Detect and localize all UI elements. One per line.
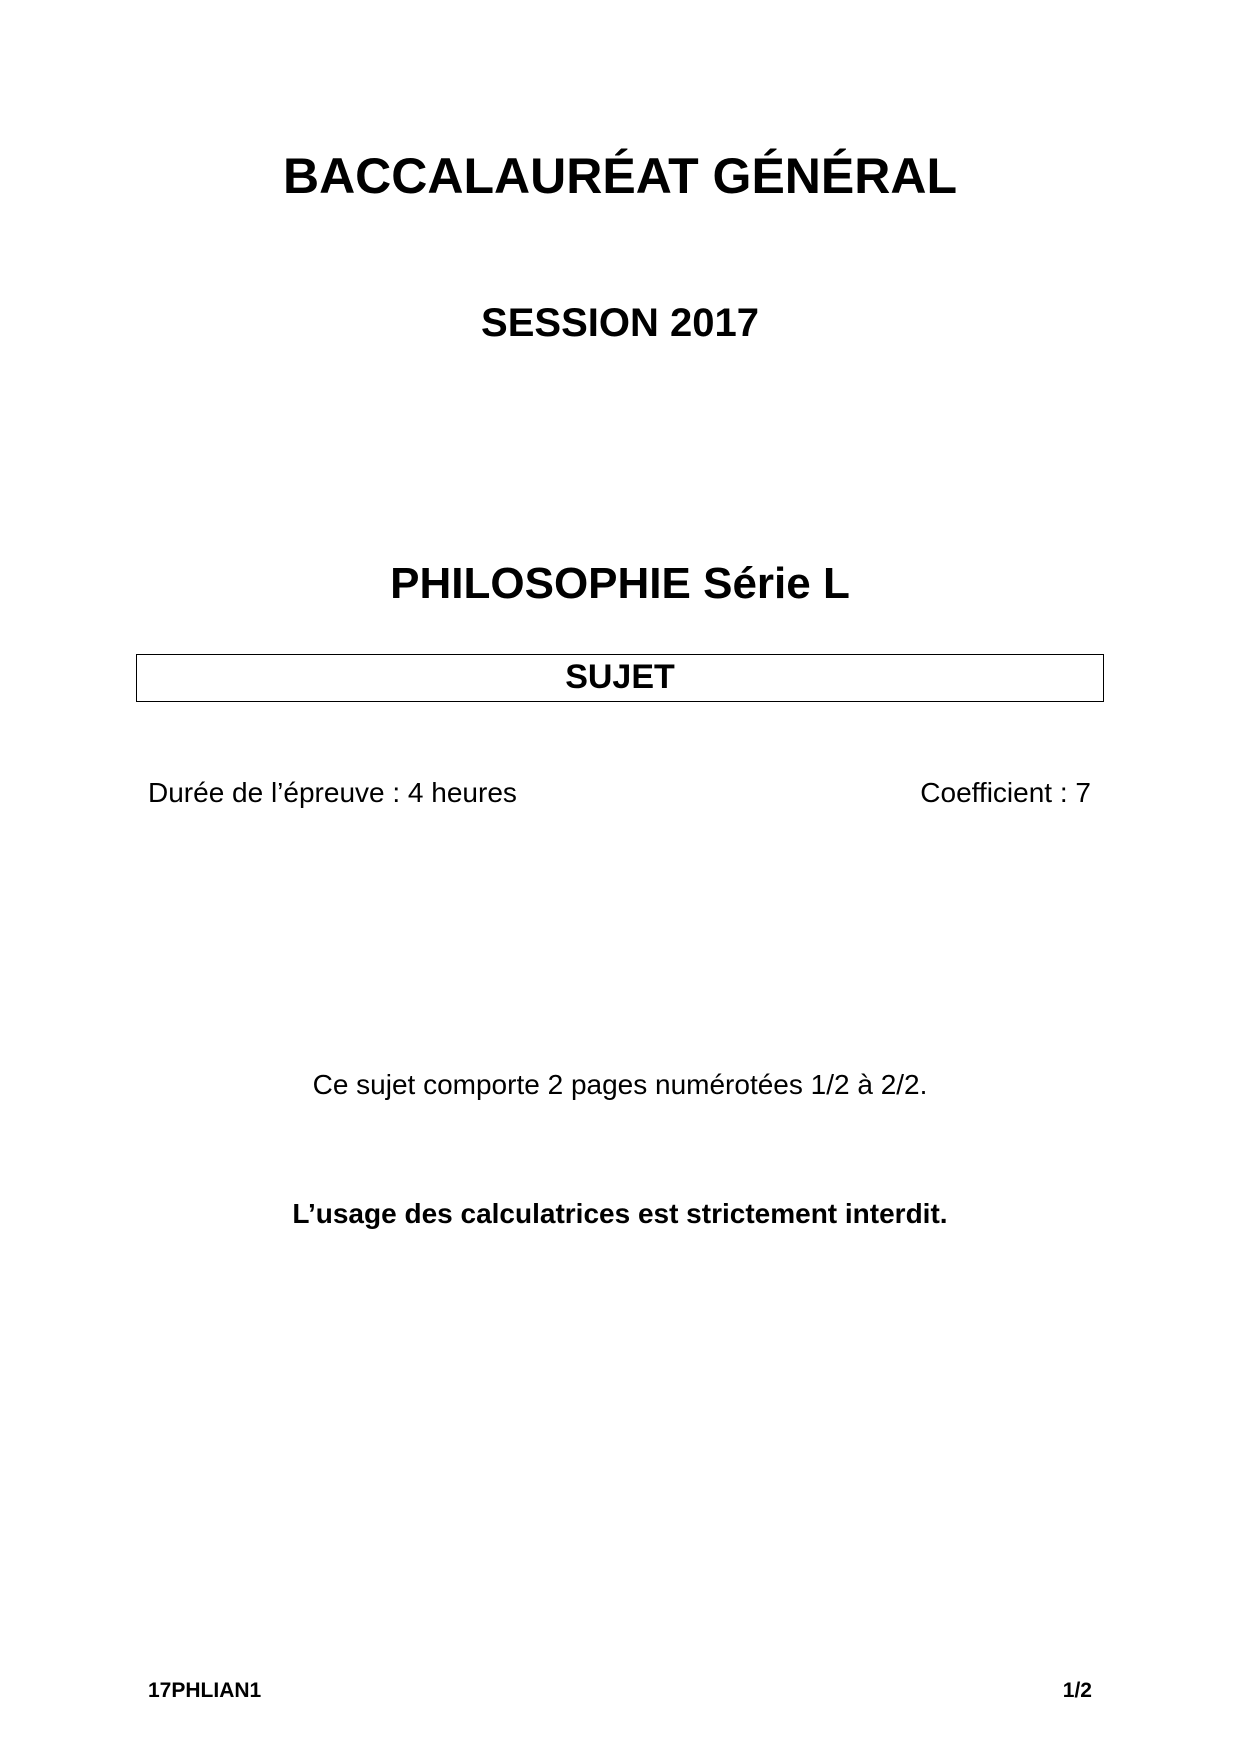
exam-duration: Durée de l’épreuve : 4 heures: [148, 777, 517, 808]
sujet-box: [136, 654, 1104, 702]
session-year: SESSION 2017: [481, 301, 759, 345]
page-number: 1/2: [1062, 1679, 1092, 1702]
subject-title: PHILOSOPHIE Série L: [390, 559, 850, 608]
exam-coefficient: Coefficient : 7: [920, 777, 1091, 808]
sujet-label: SUJET: [565, 658, 675, 696]
exam-code: 17PHLIAN1: [148, 1679, 262, 1702]
page-count-note: Ce sujet comporte 2 pages numérotées 1/2 à 2/2.: [312, 1069, 928, 1100]
calculator-rule: L’usage des calculatrices est strictement interdit.: [292, 1198, 948, 1229]
exam-title: BACCALAURÉAT GÉNÉRAL: [282, 148, 958, 204]
